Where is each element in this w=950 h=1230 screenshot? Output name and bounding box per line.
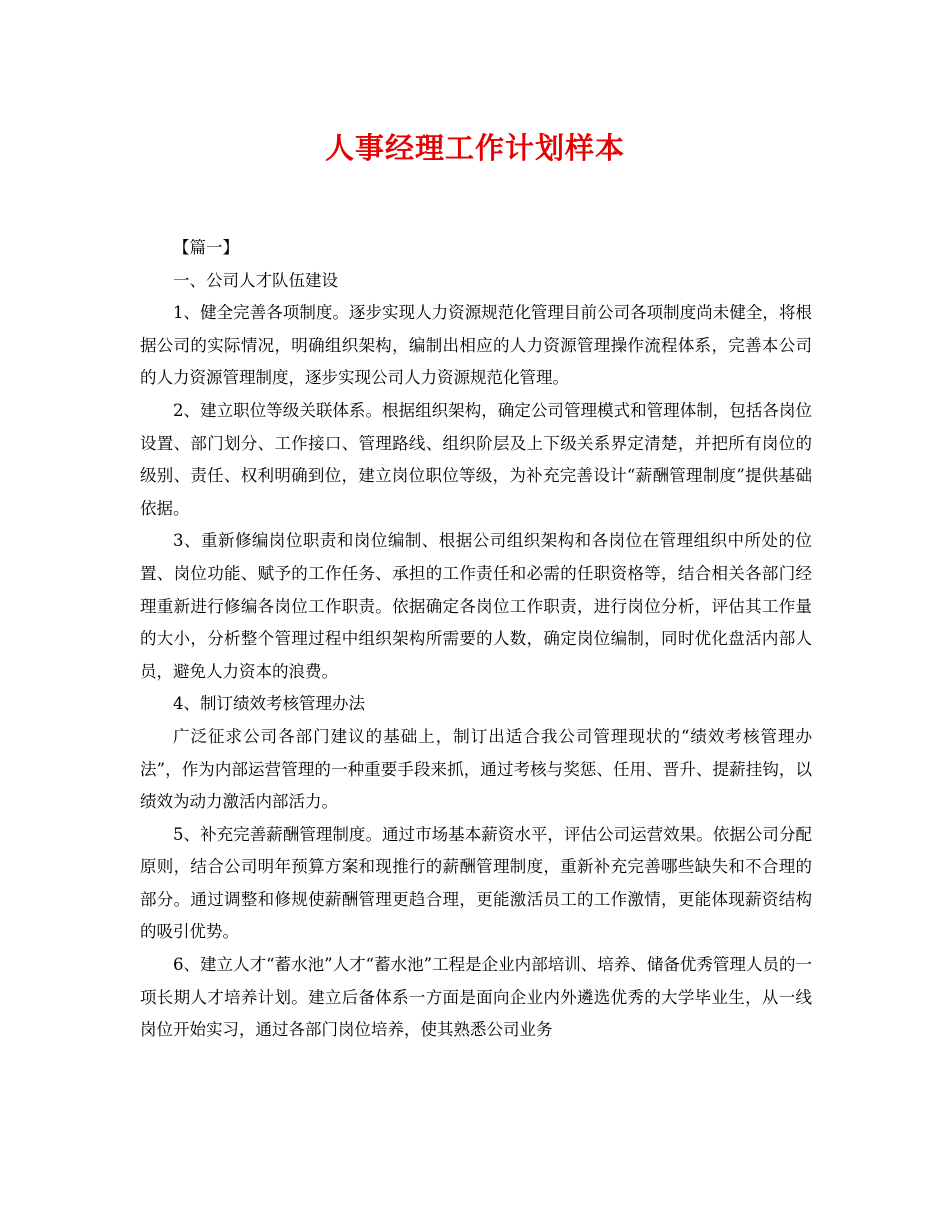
paragraph-3: 3、重新修编岗位职责和岗位编制、根据公司组织架构和各岗位在管理组织中所处的位置、岗位功能、赋予的工作任务、承担的工作责任和必需的任职资格等，结合相关各部门经理重新进行修编各岗位工作职责。依据确定各岗位工作职责，进行岗位分析，评估其工作量的大小，分析整个管理过程中组织架构所需要的人数，确定岗位编制，同时优化盘活内部人员，避免人力资本的浪费。 (140, 531, 812, 681)
section-heading: 一、公司人才队伍建设 (173, 270, 338, 290)
paragraph-6: 5、补充完善薪酬管理制度。通过市场基本薪资水平，评估公司运营效果。依据公司分配原则，结合公司明年预算方案和现推行的薪酬管理制度，重新补充完善哪些缺失和不合理的部分。通过调整和修规使薪酬管理更趋合理，更能激活员工的工作激情，更能体现薪资结构的吸引优势。 (140, 824, 812, 942)
paragraph-2: 2、建立职位等级关联体系。根据组织架构，确定公司管理模式和管理体制，包括各岗位设置、部门划分、工作接口、管理路线、组织阶层及上下级关系界定清楚，并把所有岗位的级别、责任、权利明确到位，建立岗位职位等级，为补充完善设计“薪酬管理制度”提供基础依据。 (140, 400, 812, 518)
document-body (140, 232, 812, 1047)
document-title: 人事经理工作计划样本 (324, 131, 625, 165)
section-label: 【篇一】 (173, 238, 239, 257)
paragraph-5: 广泛征求公司各部门建议的基础上，制订出适合我公司管理现状的“绩效考核管理办法”，作为内部运营管理的一种重要手段来抓，通过考核与奖惩、任用、晋升、提薪挂钩，以绩效为动力激活内部活力。 (140, 726, 812, 812)
paragraph-1: 1、健全完善各项制度。逐步实现人力资源规范化管理目前公司各项制度尚未健全，将根据公司的实际情况，明确组织架构，编制出相应的人力资源管理操作流程体系，完善本公司的人力资源管理制度，逐步实现公司人力资源规范化管理。 (140, 303, 812, 388)
paragraph-4: 4、制订绩效考核管理办法 (173, 694, 365, 714)
paragraph-7: 6、建立人才“蓄水池”人才“蓄水池”工程是企业内部培训、培养、储备优秀管理人员的一项长期人才培养计划。建立后备体系一方面是面向企业内外遴选优秀的大学毕业生，从一线岗位开始实习，通过各部门岗位培养，使其熟悉公司业务 (140, 955, 812, 1040)
